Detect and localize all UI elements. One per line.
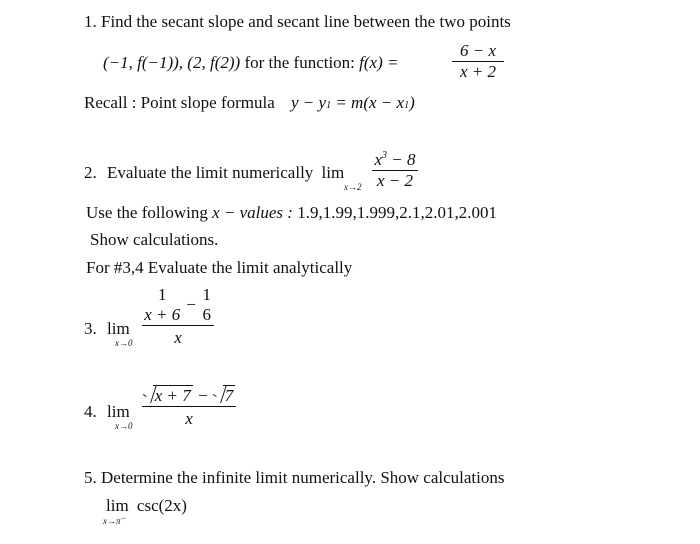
q1-text: Find the secant slope and secant line between the two points	[101, 12, 511, 31]
q2-use-text: Use the following	[86, 203, 208, 222]
q3-inner1-den: x + 6	[144, 305, 181, 324]
q3-inner2-den: 6	[202, 305, 212, 324]
q4-line	[84, 402, 130, 422]
q4-minus: −	[192, 386, 213, 405]
q3-inner2-num: 1	[202, 285, 212, 304]
q2-lim-sub: x→2	[344, 182, 362, 192]
q5-line	[84, 468, 504, 488]
q5-lim-sub-a: x→π	[103, 516, 121, 526]
q1-points-line	[103, 53, 398, 73]
q2-frac-den: x − 2	[376, 171, 414, 190]
q2-num-sup: 3	[382, 150, 388, 161]
q3-lim: lim	[107, 319, 130, 338]
q4-sqrt2	[213, 385, 236, 406]
q2-line	[84, 163, 344, 183]
q1-formula-sub: 1	[326, 100, 332, 111]
q1-number: 1.	[84, 12, 97, 31]
q4-frac-den: x	[185, 409, 193, 428]
q5-text: Determine the infinite limit numerically. Show calculations	[101, 468, 505, 487]
q5-lim-sub	[103, 513, 127, 526]
q2-use-var: x − values :	[212, 203, 293, 222]
q1-formula	[291, 93, 415, 112]
q1-line	[84, 12, 511, 32]
q1-recall-text: Point slope formula	[140, 93, 275, 112]
q2-text: Evaluate the limit numerically	[107, 163, 314, 182]
q5-lim: lim	[106, 496, 129, 515]
q3-numerator	[142, 285, 214, 325]
q1-fx: f(x) =	[359, 53, 399, 72]
q1-formula-b: = m(x − x	[331, 93, 405, 112]
q2-num-x: x	[374, 150, 383, 169]
q3-frac-bar	[142, 325, 214, 326]
q3-number: 3.	[84, 319, 97, 338]
q1-formula-sub2: 1	[404, 100, 410, 111]
q3-inner2	[200, 285, 214, 325]
q5-lim-sub-sup: −	[120, 513, 127, 523]
q2-frac-num	[374, 150, 415, 170]
q2-num-rest: − 8	[387, 150, 416, 169]
q4-fraction	[142, 385, 236, 429]
q4-sqrt1	[143, 385, 193, 406]
q2-values-line	[86, 203, 497, 223]
q3-frac-den: x	[174, 328, 182, 347]
q1-for-text: for the function:	[244, 53, 355, 72]
q1-formula-c: )	[409, 93, 415, 112]
q3-inner1	[142, 285, 182, 325]
q1-points: (−1, f(−1)), (2, f(2))	[103, 53, 241, 72]
q4-lim-sub: x→0	[115, 421, 133, 431]
q2-fraction	[372, 150, 418, 191]
q3-lim-sub: x→0	[115, 338, 133, 348]
q1-recall-line	[84, 93, 415, 113]
q1-recall-label: Recall :	[84, 93, 137, 112]
q1-frac-den: x + 2	[459, 62, 497, 81]
q1-frac-num: 6 − x	[459, 41, 497, 60]
q4-frac-num	[143, 385, 236, 406]
q3-fraction	[142, 285, 214, 348]
for34-heading: For #3,4 Evaluate the limit analytically	[86, 258, 353, 277]
q5-expr: csc(2x)	[136, 496, 187, 515]
q3-line	[84, 319, 130, 339]
q1-formula-a: y − y	[291, 93, 327, 112]
q3-inner1-num: 1	[157, 285, 167, 304]
q4-number: 4.	[84, 402, 97, 421]
q5-number: 5.	[84, 468, 97, 487]
q4-frac-bar	[142, 406, 236, 407]
q2-lim: lim	[321, 163, 345, 182]
q2-values: 1.9,1.99,1.999,2.1,2.01,2.001	[297, 203, 497, 222]
q2-number: 2.	[84, 163, 97, 182]
q4-rad1: x + 7	[154, 386, 191, 405]
q5-expr-line	[106, 496, 187, 516]
q3-minus: −	[186, 295, 196, 314]
q4-rad2: 7	[224, 386, 234, 405]
q4-lim: lim	[107, 402, 130, 421]
q1-fraction	[452, 41, 504, 82]
q2-show: Show calculations.	[90, 230, 219, 249]
